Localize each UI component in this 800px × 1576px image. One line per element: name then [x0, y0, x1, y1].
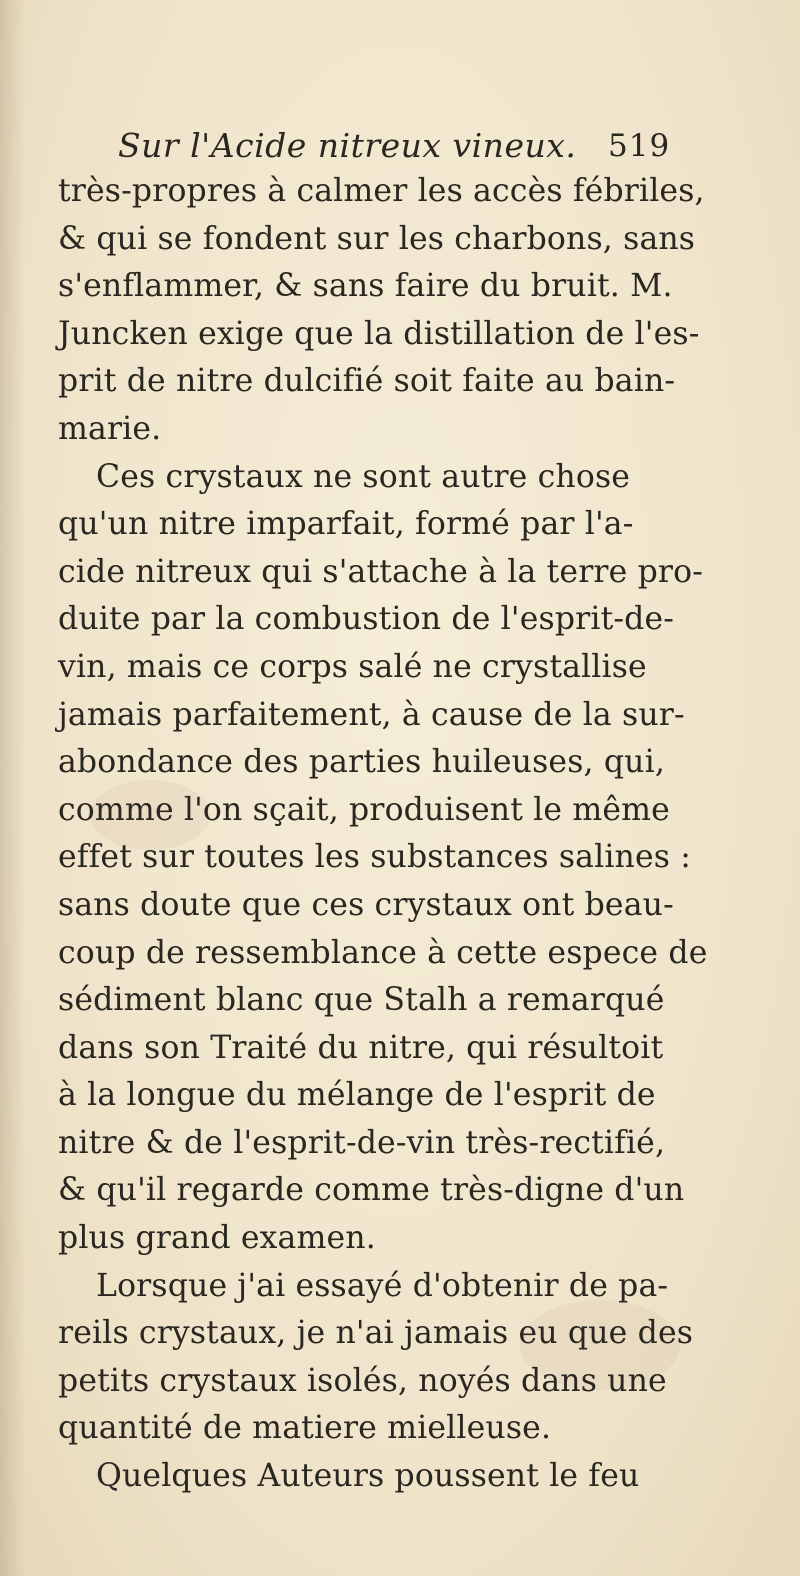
text-line: abondance des parties huileuses, qui,: [58, 744, 666, 781]
paragraph-start-line: Quelques Auteurs poussent le feu: [96, 1458, 640, 1495]
paragraph-start-line: Ces crystaux ne sont autre chose: [96, 458, 631, 495]
text-line: & qui se fondent sur les charbons, sans: [58, 220, 696, 257]
paragraph-start-line: Lorsque j'ai essayé d'obtenir de pa-: [96, 1267, 669, 1304]
running-title: Sur l'Acide nitreux vineux.: [118, 126, 577, 165]
body-text: [58, 168, 778, 1501]
text-line: dans son Traité du nitre, qui résultoit: [58, 1029, 664, 1066]
text-line: à la longue du mélange de l'esprit de: [58, 1077, 656, 1114]
text-line: effet sur toutes les substances salines :: [58, 839, 692, 876]
page-number: 519: [608, 128, 671, 164]
text-line: duite par la combustion de l'esprit-de-: [58, 601, 675, 638]
text-line: s'enflammer, & sans faire du bruit. M.: [58, 268, 673, 305]
text-line: qu'un nitre imparfait, formé par l'a-: [58, 506, 634, 543]
text-line: vin, mais ce corps salé ne crystallise: [58, 648, 647, 685]
text-line: prit de nitre dulcifié soit faite au bain-: [58, 363, 676, 400]
running-header: [118, 122, 678, 170]
text-line: nitre & de l'esprit-de-vin très-rectifié,: [58, 1124, 666, 1161]
text-line: jamais parfaitement, à cause de la sur-: [58, 696, 685, 733]
text-line: & qu'il regarde comme très-digne d'un: [58, 1172, 685, 1209]
text-line: petits crystaux isolés, noyés dans une: [58, 1362, 667, 1399]
text-line: très-propres à calmer les accès fébriles,: [58, 173, 705, 209]
text-line: sédiment blanc que Stalh a remarqué: [58, 982, 665, 1019]
text-line: Juncken exige que la distillation de l'es-: [58, 315, 700, 352]
text-line: cide nitreux qui s'attache à la terre pro-: [58, 553, 704, 590]
text-line: coup de ressemblance à cette espece de: [58, 934, 708, 971]
text-line: sans doute que ces crystaux ont beau-: [58, 886, 674, 923]
text-line: comme l'on sçait, produisent le même: [58, 791, 670, 828]
text-line: quantité de matiere mielleuse.: [58, 1410, 552, 1447]
text-line: plus grand examen.: [58, 1220, 376, 1257]
text-line: marie.: [58, 410, 162, 447]
text-line: reils crystaux, je n'ai jamais eu que des: [58, 1315, 694, 1352]
page-gutter-shadow: [0, 0, 26, 1576]
